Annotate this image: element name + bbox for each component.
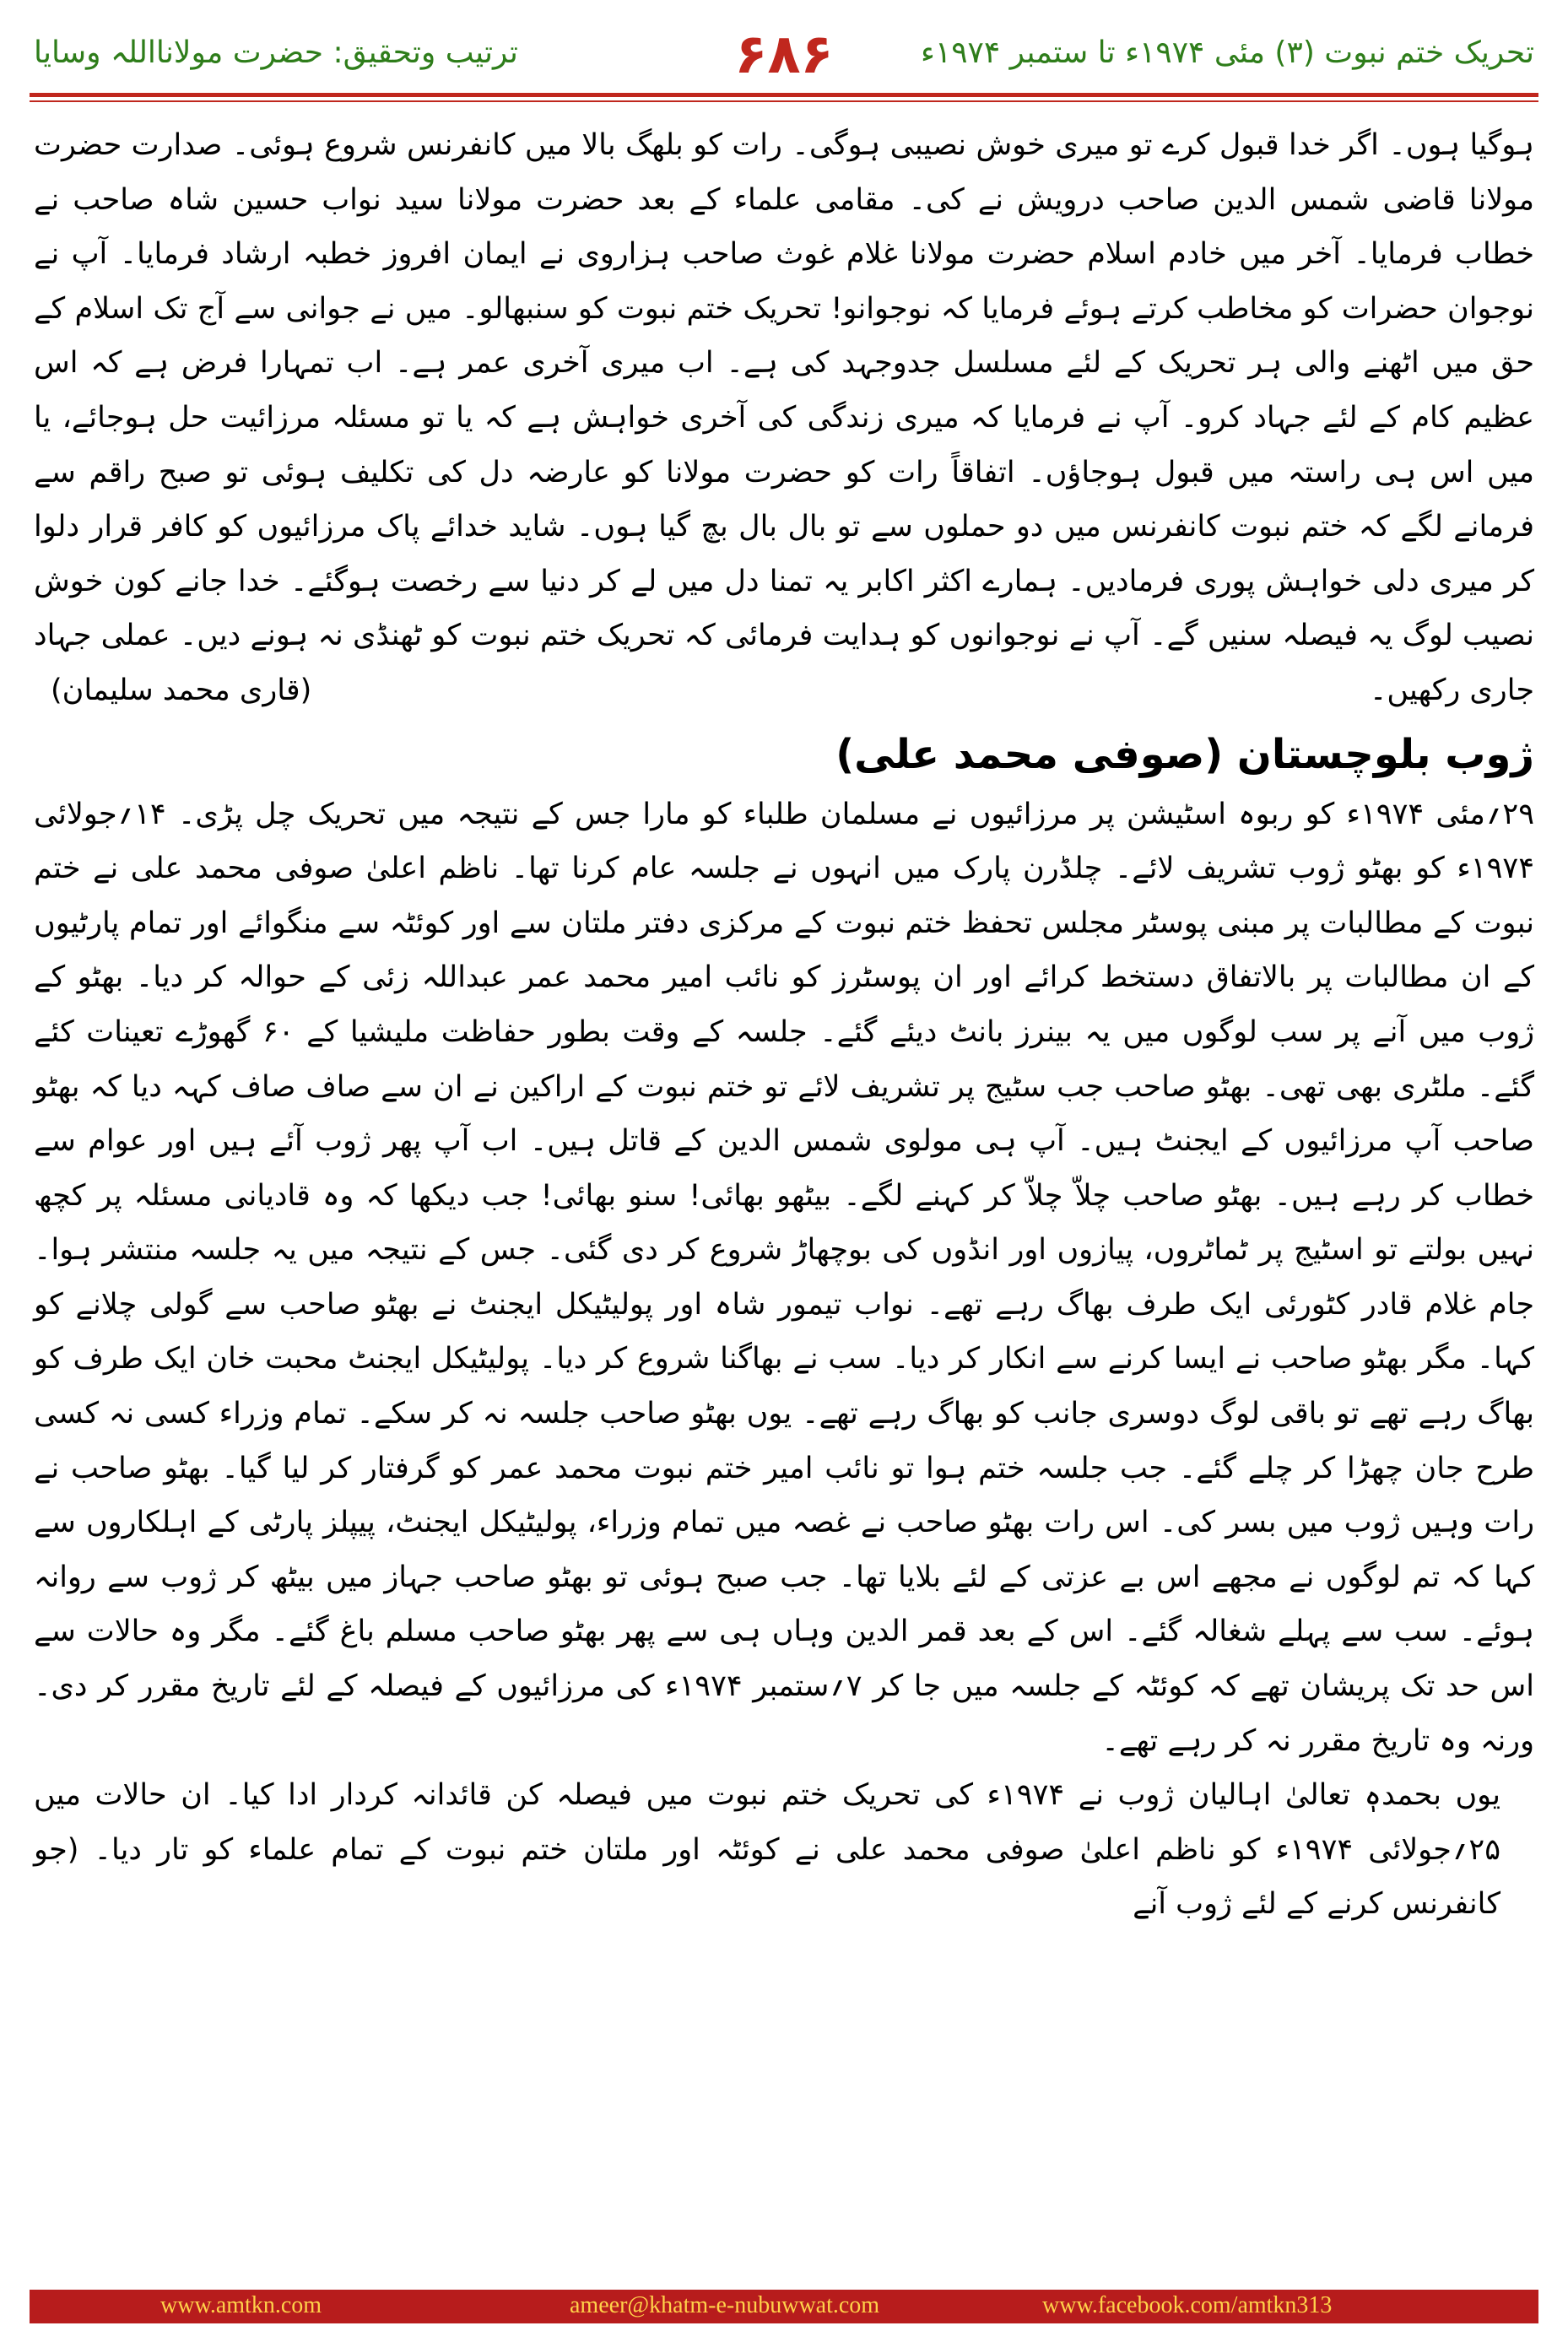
footer-email-link[interactable]: ameer@khatm-e-nubuwwat.com — [570, 2292, 880, 2318]
section1-text: ہوگیا ہوں۔ اگر خدا قبول کرے تو میری خوش نصیبی ہوگی۔ رات کو بلھگ بالا میں کانفرنس شروع ہوئی۔ صدارت حضرت مولانا قاضی شمس الدین صاحب درویش نے کی۔ مقامی علماء کے بعد حضرت مولانا سید نواب حسین شاہ صاحب نے خطاب فرمایا۔ آخر میں خادم اسلام حضرت مولانا غلام غوث صاحب ہزاروی نے ایمان افروز خطبہ ارشاد فرمایا۔ آپ نے نوجوان حضرات کو مخاطب کرتے ہوئے فرمایا کہ نوجوانو! تحریک ختم نبوت کو سنبھالو۔ میں نے جوانی سے آج تک اسلام کے حق میں اٹھنے والی ہر تحریک کے لئے مسلسل جدوجہد کی ہے۔ اب میری آخری عمر ہے۔ اب تمہارا فرض ہے کہ اس عظیم کام کے لئے جہاد کرو۔ آپ نے فرمایا کہ میری زندگی کی آخری خواہش ہے کہ یا تو مسئلہ مرزائیت حل ہوجائے، یا میں اس ہی راستہ میں قبول ہوجاؤں۔ اتفاقاً رات کو حضرت مولانا کو عارضہ دل کی تکلیف ہوئی تو صبح راقم سے فرمانے لگے کہ ختم نبوت کانفرنس میں دو حملوں سے تو بال بال بچ گیا ہوں۔ شاید خدائے پاک مرزائیوں کو کافر قرار دلوا کر میری دلی خواہش پوری فرمادیں۔ ہمارے اکثر اکابر یہ تمنا دل میں لے کر دنیا سے رخصت ہوگئے۔ خدا جانے کون خوش نصیب لوگ یہ فیصلہ سنیں گے۔ آپ نے نوجوانوں کو ہدایت فرمائی کہ تحریک ختم نبوت کو ٹھنڈی نہ ہونے دیں۔ عملی جہاد جاری رکھیں۔ — [34, 128, 1534, 707]
section1-paragraph — [34, 118, 1534, 718]
section2-paragraph-2: یوں بحمدہٖ تعالیٰ اہالیان ژوب نے ۱۹۷۴ء کی تحریک ختم نبوت میں فیصلہ کن قائدانہ کردار ادا کیا۔ ان حالات میں ۲۵؍جولائی ۱۹۷۴ء کو ناظم اعلیٰ صوفی محمد علی نے کوئٹہ اور ملتان ختم نبوت کے تمام علماء کو تار دیا۔ (جو کانفرنس کرنے کے لئے ژوب آنے — [34, 1778, 1500, 1922]
footer-website-link[interactable]: www.amtkn.com — [160, 2292, 322, 2318]
section2-heading: ژوب بلوچستان (صوفی محمد علی) — [835, 730, 1534, 778]
section1-signature: (قاری محمد سلیمان) — [51, 673, 312, 707]
header-rule-thin — [30, 100, 1538, 102]
page-header — [0, 0, 1568, 101]
header-rule-thick — [30, 93, 1538, 97]
header-compiler-credit: ترتیب وتحقیق: حضرت مولانااللہ وسایا — [34, 35, 518, 70]
page-footer — [30, 2290, 1538, 2323]
footer-facebook-link[interactable]: www.facebook.com/amtkn313 — [1042, 2292, 1333, 2318]
page-body — [34, 118, 1534, 2220]
section2-paragraph-1: ۲۹؍مئی ۱۹۷۴ء کو ربوہ اسٹیشن پر مرزائیوں نے مسلمان طلباء کو مارا جس کے نتیجہ میں تحریک چل پڑی۔ ۱۴؍جولائی ۱۹۷۴ء کو بھٹو ژوب تشریف لائے۔ چلڈرن پارک میں انہوں نے جلسہ عام کرنا تھا۔ ناظم اعلیٰ صوفی محمد علی نے ختم نبوت کے مطالبات پر مبنی پوسٹر مجلس تحفظ ختم نبوت کے مرکزی دفتر ملتان سے اور کوئٹہ سے منگوائے اور تمام پارٹیوں کے ان مطالبات پر بالاتفاق دستخط کرائے اور ان پوسٹرز کو نائب امیر محمد عمر عبداللہ زئی کے حوالہ کر دیا۔ بھٹو کے ژوب میں آنے پر سب لوگوں میں یہ بینرز بانٹ دیئے گئے۔ جلسہ کے وقت بطور حفاظت ملیشیا کے ۶۰ گھوڑے تعینات کئے گئے۔ ملٹری بھی تھی۔ بھٹو صاحب جب سٹیج پر تشریف لائے تو ختم نبوت کے اراکین نے ان سے صاف صاف کہہ دیا کہ بھٹو صاحب آپ مرزائیوں کے ایجنٹ ہیں۔ آپ ہی مولوی شمس الدین کے قاتل ہیں۔ اب آپ پھر ژوب آئے ہیں اور عوام سے خطاب کر رہے ہیں۔ بھٹو صاحب چلاّ چلاّ کر کہنے لگے۔ بیٹھو بھائی! سنو بھائی! جب دیکھا کہ وہ قادیانی مسئلہ پر کچھ نہیں بولتے تو اسٹیج پر ٹماٹروں، پیازوں اور انڈوں کی بوچھاڑ شروع کر دی گئی۔ جس کے نتیجہ میں یہ جلسہ منتشر ہوا۔ جام غلام قادر کٹورئی ایک طرف بھاگ رہے تھے۔ نواب تیمور شاہ اور پولیٹیکل ایجنٹ نے بھٹو صاحب سے گولی چلانے کو کہا۔ مگر بھٹو صاحب نے ایسا کرنے سے انکار کر دیا۔ سب نے بھاگنا شروع کر دیا۔ پولیٹیکل ایجنٹ محبت خان ایک طرف کو بھاگ رہے تھے تو باقی لوگ دوسری جانب کو بھاگ رہے تھے۔ یوں بھٹو صاحب جلسہ نہ کر سکے۔ تمام وزراء کسی نہ کسی طرح جان چھڑا کر چلے گئے۔ جب جلسہ ختم ہوا تو نائب امیر ختم نبوت محمد عمر کو گرفتار کر لیا گیا۔ بھٹو صاحب نے رات وہیں ژوب میں بسر کی۔ اس رات بھٹو صاحب نے غصہ میں تمام وزراء، پولیٹیکل ایجنٹ، پیپلز پارٹی کے اہلکاروں سے کہا کہ تم لوگوں نے مجھے اس بے عزتی کے لئے بلایا تھا۔ جب صبح ہوئی تو بھٹو صاحب جہاز میں بیٹھ کر ژوب سے روانہ ہوئے۔ سب سے پہلے شغالہ گئے۔ اس کے بعد قمر الدین وہاں ہی سے پھر بھٹو صاحب مسلم باغ گئے۔ مگر وہ حالات سے اس حد تک پریشان تھے کہ کوئٹہ کے جلسہ میں جا کر ۷؍ستمبر ۱۹۷۴ء کی مرزائیوں کے فیصلہ کے لئے تاریخ مقرر کر دی۔ ورنہ وہ تاریخ مقرر نہ کر رہے تھے۔ — [34, 797, 1535, 1758]
page-number: ۶۸۶ — [734, 24, 834, 86]
header-book-title: تحریک ختم نبوت (۳) مئی ۱۹۷۴ء تا ستمبر ۱۹۷۴ء — [920, 35, 1534, 70]
